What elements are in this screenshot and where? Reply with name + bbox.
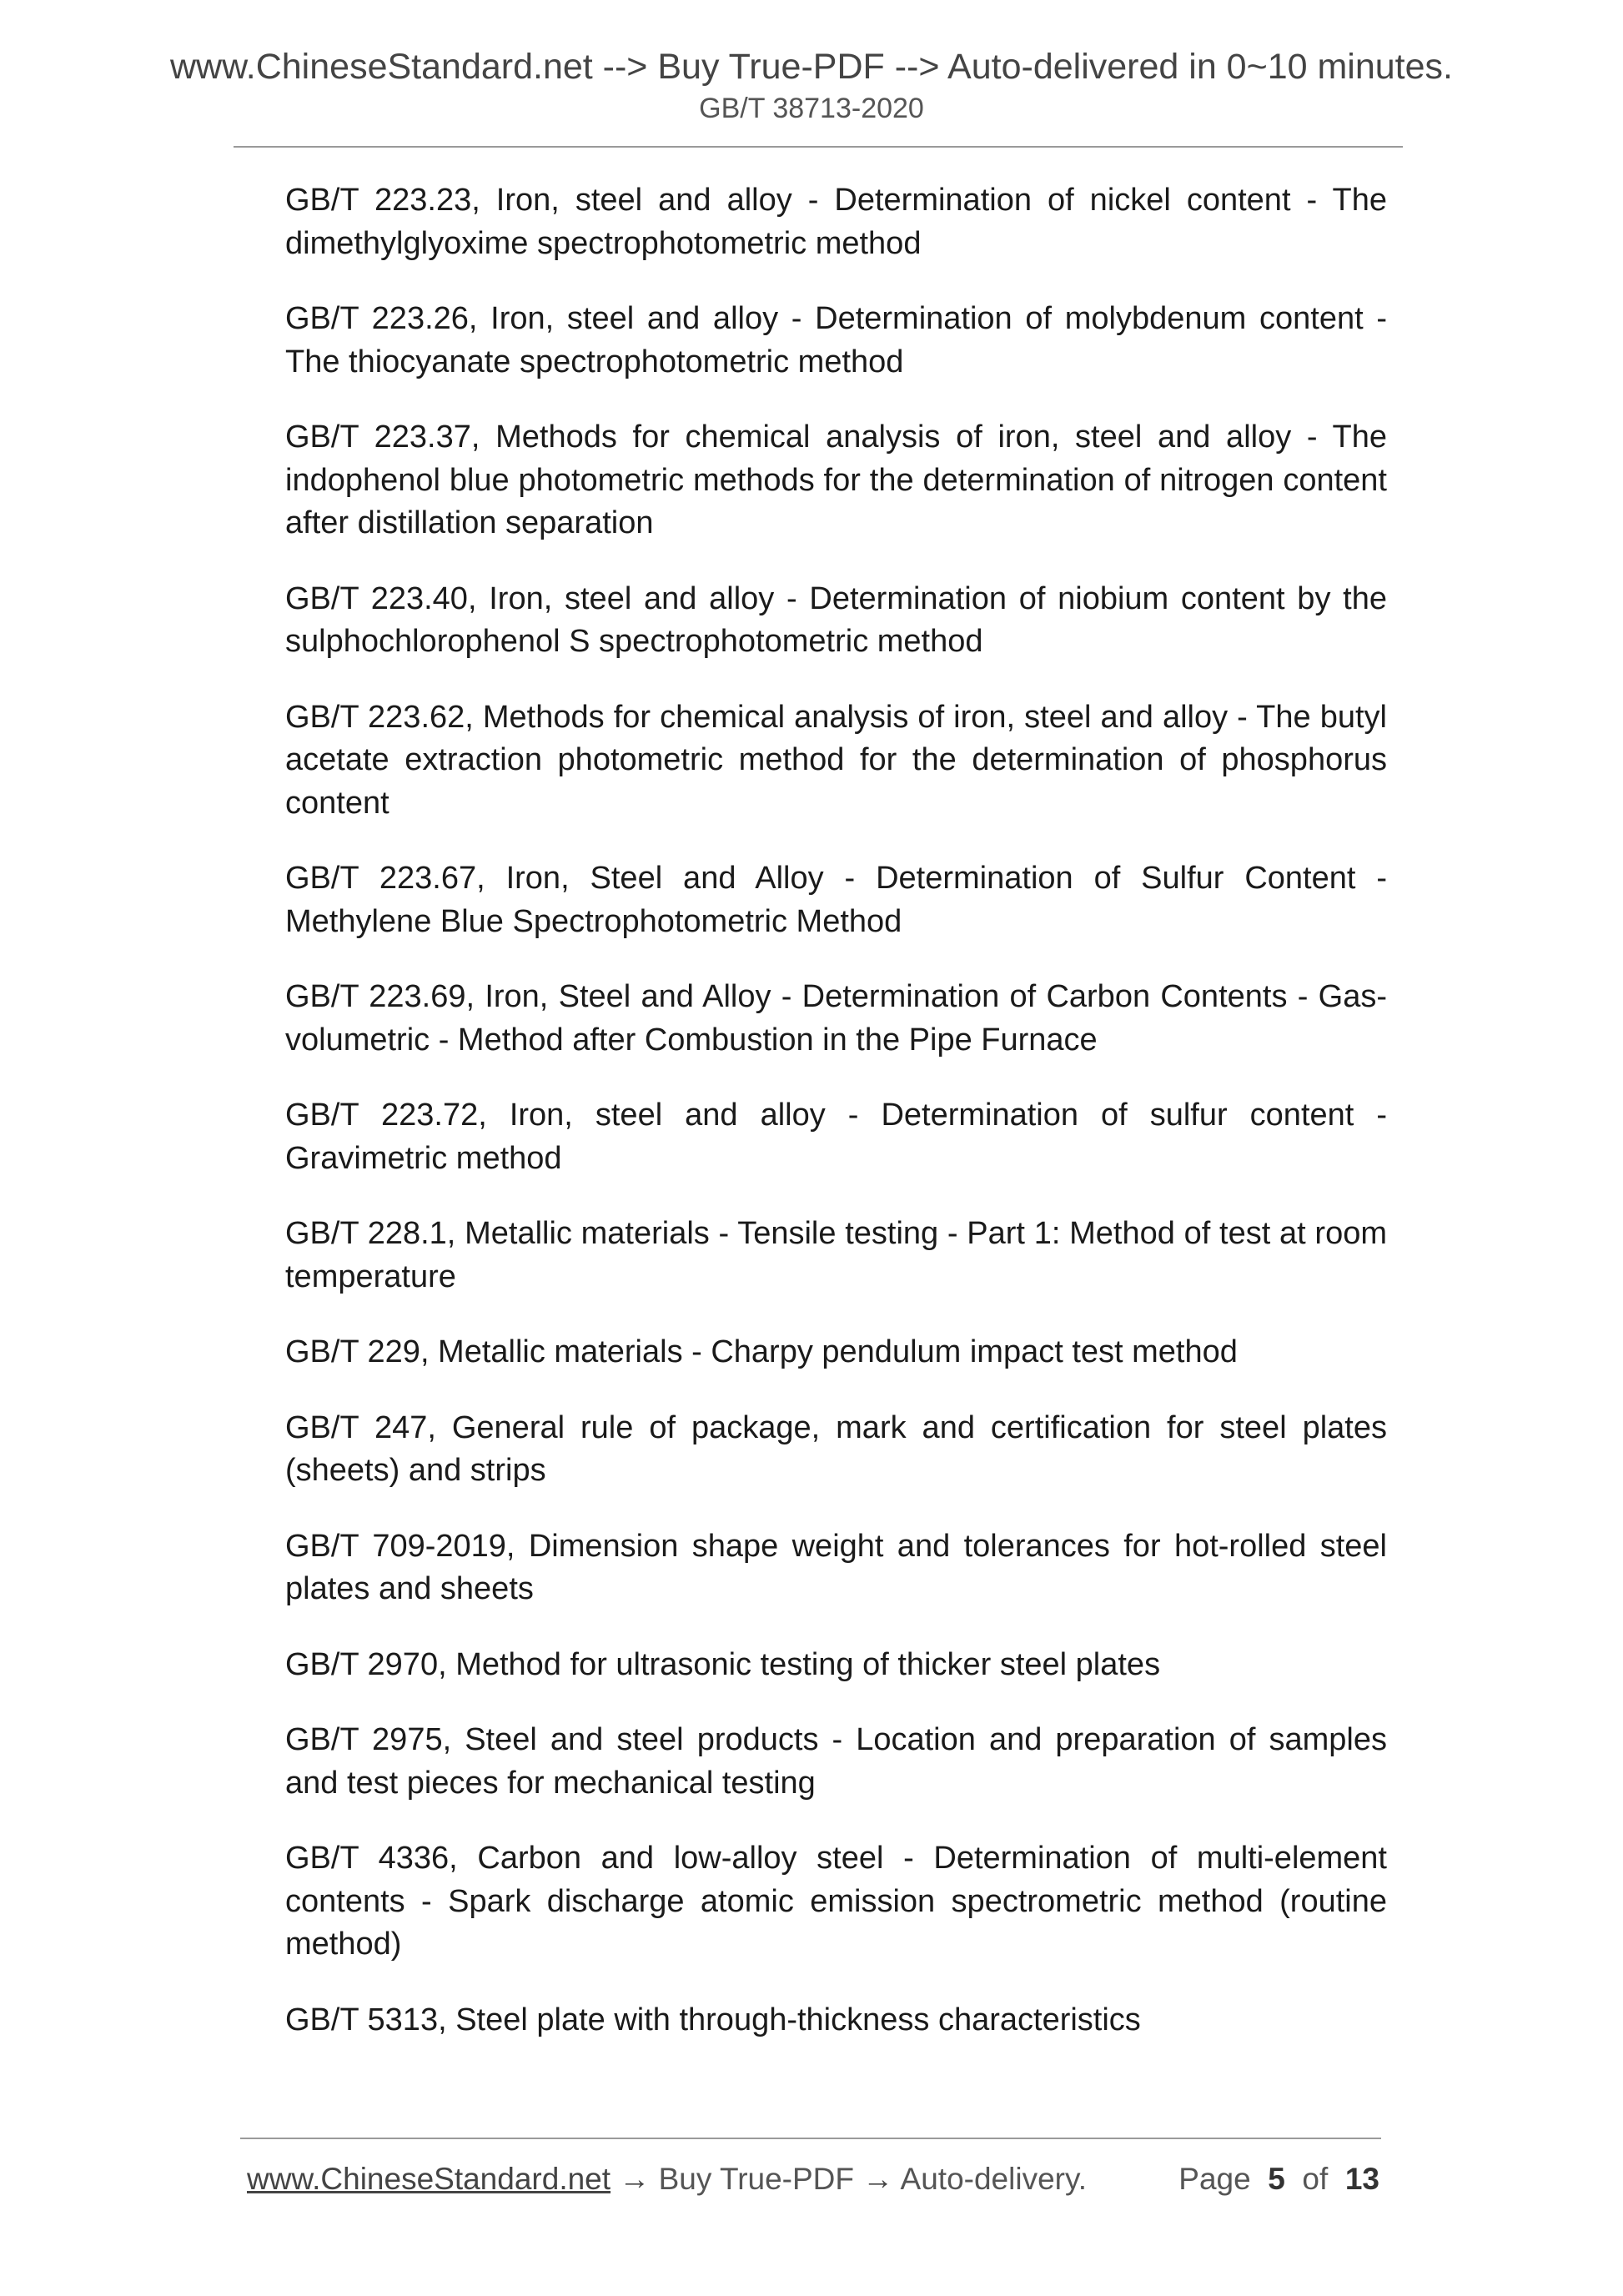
header-banner-text: www.ChineseStandard.net --> Buy True-PDF --> Auto-delivered in 0~10 minutes. — [169, 47, 1453, 87]
reference-item: GB/T 228.1, Metallic materials - Tensile testing - Part 1: Method of test at room temperature — [285, 1216, 1387, 1294]
reference-item: GB/T 223.37, Methods for chemical analysis of iron, steel and alloy - The indophenol blue photometric methods for the determination of nitrogen content after distillation separation — [285, 420, 1387, 540]
reference-item: GB/T 709-2019, Dimension shape weight and tolerances for hot-rolled steel plates and sheets — [285, 1528, 1387, 1606]
website-link[interactable]: www.ChineseStandard.net — [247, 2162, 611, 2196]
page-label: Page — [1178, 2162, 1251, 2196]
footer-divider — [240, 2138, 1381, 2139]
reference-item: GB/T 2970, Method for ultrasonic testing of thicker steel plates — [285, 1646, 1161, 1682]
reference-item: GB/T 223.69, Iron, Steel and Alloy - Determination of Carbon Contents - Gas-volumetric - Method after Combustion in the Pipe Furnace — [285, 979, 1387, 1058]
footer-promo — [247, 2158, 1087, 2200]
reference-item: GB/T 229, Metallic materials - Charpy pendulum impact test method — [285, 1334, 1238, 1369]
header-divider — [234, 146, 1403, 148]
auto-delivery-text: Auto-delivery. — [900, 2162, 1088, 2196]
reference-list — [285, 179, 1387, 2074]
reference-item: GB/T 223.40, Iron, steel and alloy - Determination of niobium content by the sulphochlorophenol S spectrophotometric method — [285, 580, 1387, 659]
arrow-right-icon: → — [619, 2162, 651, 2196]
arrow-right-icon: → — [862, 2162, 894, 2196]
reference-item: GB/T 223.67, Iron, Steel and Alloy - Determination of Sulfur Content - Methylene Blue Spectrophotometric Method — [285, 861, 1387, 939]
reference-item: GB/T 223.26, Iron, steel and alloy - Determination of molybdenum content - The thiocyanate spectrophotometric method — [285, 301, 1387, 379]
standard-number: GB/T 38713-2020 — [699, 93, 924, 124]
reference-item: GB/T 2975, Steel and steel products - Location and preparation of samples and test pieces for mechanical testing — [285, 1722, 1387, 1801]
page-header — [0, 43, 1623, 127]
reference-item: GB/T 4336, Carbon and low-alloy steel - Determination of multi-element contents - Spark discharge atomic emission spectrometric method (routine method) — [285, 1841, 1387, 1962]
page-indicator — [1178, 2158, 1379, 2200]
current-page-number: 5 — [1268, 2162, 1285, 2196]
of-label: of — [1302, 2162, 1329, 2196]
total-pages-number: 13 — [1344, 2162, 1379, 2196]
reference-item: GB/T 223.23, Iron, steel and alloy - Determination of nickel content - The dimethylglyoxime spectrophotometric method — [285, 183, 1387, 261]
reference-item: GB/T 223.72, Iron, steel and alloy - Determination of sulfur content - Gravimetric method — [285, 1098, 1387, 1176]
reference-item: GB/T 247, General rule of package, mark and certification for steel plates (sheets) and strips — [285, 1409, 1387, 1488]
reference-item: GB/T 223.62, Methods for chemical analysis of iron, steel and alloy - The butyl acetate extraction photometric method for the determination of phosphorus content — [285, 699, 1387, 821]
buy-pdf-text: Buy True-PDF — [658, 2162, 855, 2196]
reference-item: GB/T 5313, Steel plate with through-thickness characteristics — [285, 2002, 1141, 2037]
